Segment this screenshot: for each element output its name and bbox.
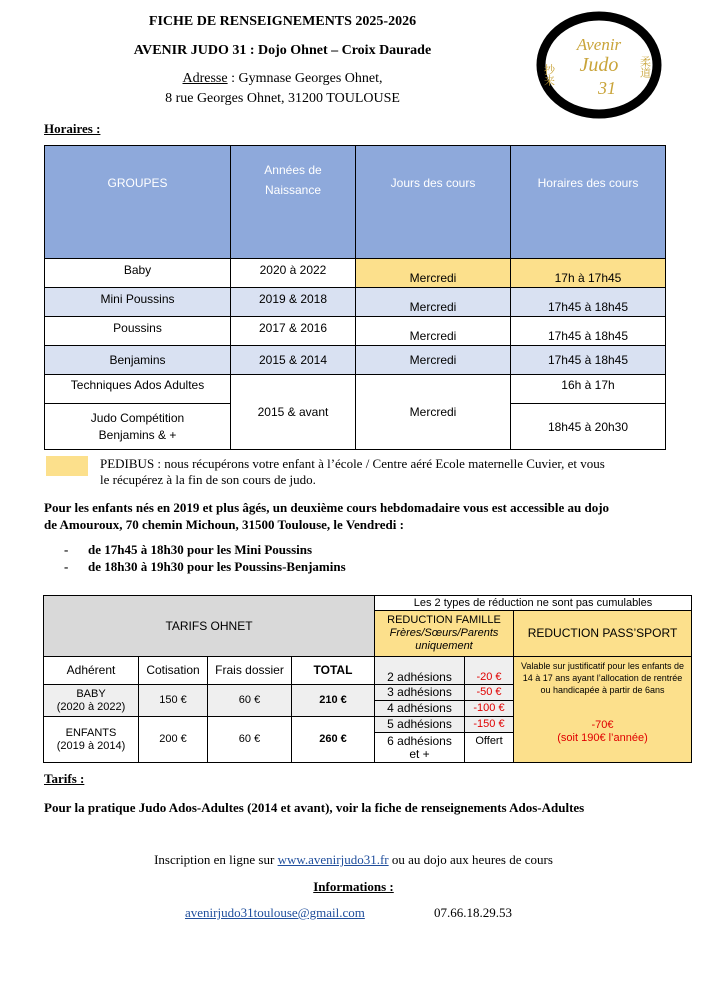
table-row: [45, 375, 666, 404]
frais-enfants: 60 €: [208, 717, 292, 763]
col-header-adherent: Adhérent: [44, 657, 139, 685]
table-row: [45, 259, 666, 288]
day-cell: Mercredi: [356, 346, 511, 375]
group-cell: Techniques Ados Adultes: [45, 375, 231, 404]
tarifs-title: TARIFS OHNET: [44, 596, 375, 657]
logo-kanji-right: 柔道: [638, 56, 652, 78]
schedule-header-row: [45, 146, 666, 259]
family-label: 4 adhésions: [375, 701, 465, 717]
inscription-line: [0, 852, 707, 868]
tarifs-heading: Tarifs :: [44, 771, 85, 786]
group-cell: Mini Poussins: [45, 288, 231, 317]
list-item: - de 17h45 à 18h30 pour les Mini Poussins: [64, 541, 346, 558]
logo-text-2: Judo: [579, 54, 619, 76]
time-cell: 17h45 à 18h45: [511, 346, 666, 375]
inscription-text: Inscription en ligne sur: [154, 852, 278, 867]
ados-adultes-note: Pour la pratique Judo Ados-Adultes (2014 et avant), voir la fiche de renseignements Ados-Adultes: [44, 800, 585, 815]
pedibus-note: PEDIBUS : nous récupérons votre enfant à l’école / Centre aéré Ecole maternelle Cuvier, et vous le récupérez à la fin de son cours de judo.: [100, 456, 605, 487]
address-line-2: 8 rue Georges Ohnet, 31200 TOULOUSE: [165, 91, 400, 106]
website-link[interactable]: www.avenirjudo31.fr: [277, 852, 389, 867]
day-cell: Mercredi: [356, 288, 511, 317]
col-header-cotisation: Cotisation: [139, 657, 208, 685]
group-cell: Judo Compétition Benjamins & +: [45, 404, 231, 450]
club-name: AVENIR JUDO 31 : Dojo Ohnet – Croix Daurade: [133, 43, 432, 58]
informations-heading: Informations :: [313, 879, 394, 894]
reduction-famille-header: REDUCTION FAMILLE Frères/Sœurs/Parents uniquement: [375, 611, 514, 657]
member-baby: BABY (2020 à 2022): [44, 685, 139, 717]
frais-baby: 60 €: [208, 685, 292, 717]
second-course-text: Pour les enfants nés en 2019 et plus âgés, un deuxième cours hebdomadaire vous est accessible au dojo de Amouroux, 70 chemin Michoun, 31500 Toulouse, le Vendredi :: [44, 500, 610, 532]
second-course-list: [64, 541, 346, 575]
family-value: -100 €: [465, 701, 514, 717]
family-label: 5 adhésions: [375, 717, 465, 733]
group-cell: Baby: [45, 259, 231, 288]
col-header-jours: Jours des cours: [356, 146, 511, 259]
family-value: -150 €: [465, 717, 514, 733]
years-cell: 2017 & 2016: [231, 317, 356, 346]
table-row: [45, 346, 666, 375]
logo-text-3: 31: [598, 78, 616, 98]
total-baby: 210 €: [292, 685, 375, 717]
day-cell: Mercredi: [356, 317, 511, 346]
group-cell: Benjamins: [45, 346, 231, 375]
member-enfants: ENFANTS (2019 à 2014): [44, 717, 139, 763]
family-value: Offert: [465, 733, 514, 763]
table-row: [45, 288, 666, 317]
email-link[interactable]: avenirjudo31toulouse@gmail.com: [185, 905, 365, 920]
no-cumul-note: Les 2 types de réduction ne sont pas cumulables: [375, 596, 692, 611]
col-header-total: TOTAL: [292, 657, 375, 685]
phone-number: 07.66.18.29.53: [434, 905, 512, 920]
logo-text-1: Avenir: [576, 35, 622, 54]
schedule-table: [44, 145, 666, 450]
years-cell: 2015 & avant: [231, 375, 356, 450]
address-line-1: [0, 71, 565, 87]
tarifs-table: [43, 595, 692, 763]
family-label: 3 adhésions: [375, 685, 465, 701]
years-cell: 2019 & 2018: [231, 288, 356, 317]
day-cell: Mercredi: [356, 375, 511, 450]
document-title: FICHE DE RENSEIGNEMENTS 2025-2026: [148, 14, 417, 29]
pass-sport-cell: Valable sur justificatif pour les enfants de 14 à 17 ans ayant l’allocation de rentrée ou handicapée à partir de 6ans -70€ (soit 190€ l’année): [514, 657, 692, 763]
address-text: : Gymnase Georges Ohnet,: [227, 71, 383, 86]
group-cell: Poussins: [45, 317, 231, 346]
time-cell: 16h à 17h: [511, 375, 666, 404]
reduction-pass-header: REDUCTION PASS’SPORT: [514, 611, 692, 657]
pedibus-color-swatch: [46, 456, 88, 476]
col-header-frais: Frais dossier: [208, 657, 292, 685]
years-cell: 2020 à 2022: [231, 259, 356, 288]
col-header-annees: Années de Naissance: [231, 146, 356, 259]
club-logo: [533, 8, 663, 120]
cotisation-baby: 150 €: [139, 685, 208, 717]
col-header-groupes: GROUPES: [45, 146, 231, 259]
horaires-heading: Horaires :: [44, 121, 101, 136]
family-value: -50 €: [465, 685, 514, 701]
time-cell: 17h à 17h45: [511, 259, 666, 288]
address-label: Adresse: [182, 71, 228, 86]
years-cell: 2015 & 2014: [231, 346, 356, 375]
family-label: 2 adhésions: [375, 657, 465, 685]
time-cell: 17h45 à 18h45: [511, 288, 666, 317]
total-enfants: 260 €: [292, 717, 375, 763]
cotisation-enfants: 200 €: [139, 717, 208, 763]
list-item: - de 18h30 à 19h30 pour les Poussins-Benjamins: [64, 558, 346, 575]
col-header-horaires: Horaires des cours: [511, 146, 666, 259]
day-cell: Mercredi: [356, 259, 511, 288]
time-cell: 18h45 à 20h30: [511, 404, 666, 450]
inscription-text-after: ou au dojo aux heures de cours: [388, 852, 553, 867]
family-value: -20 €: [465, 657, 514, 685]
table-row: [45, 317, 666, 346]
time-cell: 17h45 à 18h45: [511, 317, 666, 346]
logo-kanji-left: 抄来: [542, 64, 556, 86]
family-label: 6 adhésions et +: [375, 733, 465, 763]
